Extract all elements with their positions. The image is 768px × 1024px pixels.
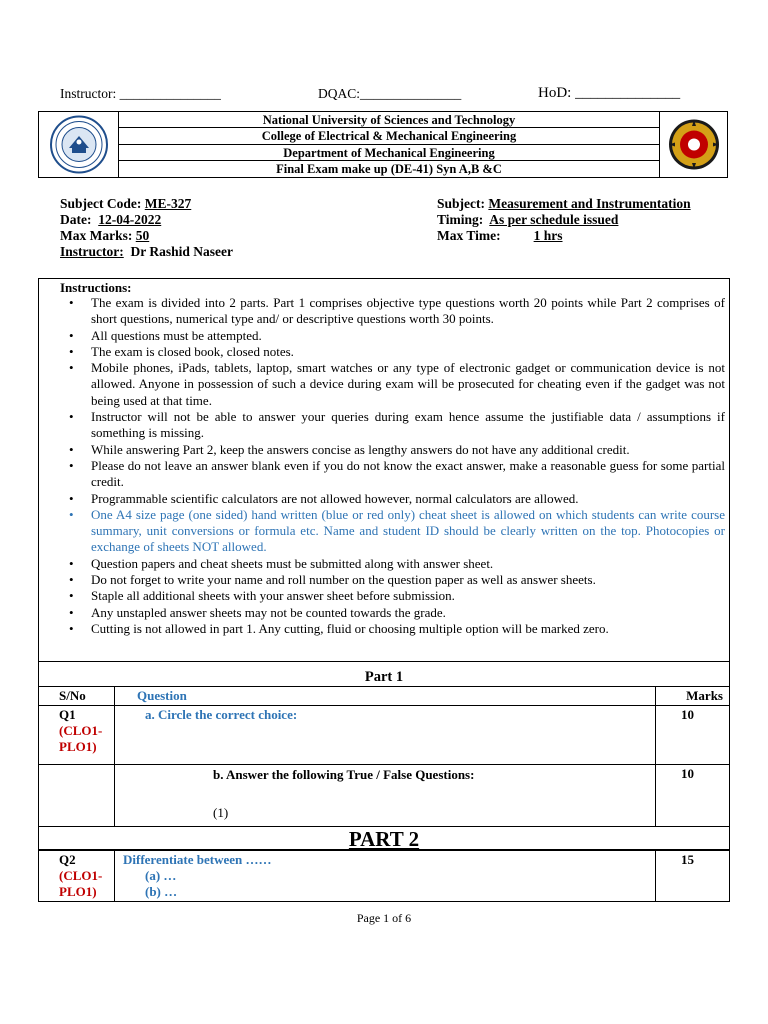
instruction-item: • Do not forget to write your name and roll number on the question paper as well as answer sheets. bbox=[59, 572, 725, 588]
part1-heading: Part 1 bbox=[38, 662, 730, 686]
q2-option-b: (b) … bbox=[144, 884, 178, 899]
q2-marks: 15 bbox=[656, 851, 730, 902]
part2-heading: PART 2 bbox=[38, 826, 730, 850]
department-name: Department of Mechanical Engineering bbox=[119, 145, 659, 161]
q1a-marks: 10 bbox=[656, 706, 730, 765]
q1-clo: (CLO1-PLO1) bbox=[59, 723, 103, 754]
instruction-item: • All questions must be attempted. bbox=[59, 328, 725, 344]
table-row-q2 bbox=[39, 851, 730, 902]
max-marks: Max Marks: 50 bbox=[60, 228, 150, 243]
q1a-text: a. Circle the correct choice: bbox=[114, 706, 655, 765]
instruction-item-cheat-sheet: • One A4 size page (one sided) hand written (blue or red only) cheat sheet is allowed on which students can write course summary, unit conversions or formula etc. Name and student ID should be clearly written on the top. Photocopies or exchange of sheets NOT allowed. bbox=[59, 507, 725, 556]
college-emblem-icon bbox=[660, 112, 728, 177]
header-marks: Marks bbox=[656, 687, 730, 706]
instruction-item: • Any unstapled answer sheets may not be counted towards the grade. bbox=[59, 605, 725, 621]
q2-text: Differentiate between …… bbox=[122, 852, 272, 867]
exam-name: Final Exam make up (DE-41) Syn A,B &C bbox=[276, 161, 502, 176]
q2-option-a: (a) … bbox=[144, 868, 177, 883]
instruction-item: • While answering Part 2, keep the answers concise as lengthy answers do not have any additional credit. bbox=[59, 442, 725, 458]
header-question: Question bbox=[114, 687, 655, 706]
header-sno: S/No bbox=[39, 687, 115, 706]
q1b-text: b. Answer the following True / False Questions: bbox=[212, 767, 475, 782]
instructor-name: Instructor: Dr Rashid Naseer bbox=[60, 244, 233, 259]
instruction-item: • Programmable scientific calculators are not allowed however, normal calculators are allowed. bbox=[59, 491, 725, 507]
max-time: Max Time: 1 hrs bbox=[437, 228, 563, 243]
q1-number-cell bbox=[39, 706, 115, 765]
exam-timing: Timing: As per schedule issued bbox=[437, 212, 619, 227]
part1-table bbox=[38, 686, 730, 827]
instructions-title: Instructions: bbox=[60, 280, 132, 295]
instructions-box bbox=[38, 278, 730, 662]
q1b-number-cell bbox=[39, 765, 115, 827]
subject-name: Subject: Measurement and Instrumentation bbox=[437, 196, 691, 211]
instruction-item: • Mobile phones, iPads, tablets, laptop, smart watches or any type of electronic gadget or communication device is not allowed. Anyone in possession of such a device during exam will be prosecuted for cheating even if the gadget was not being used at that time. bbox=[59, 360, 725, 409]
instruction-item: • Cutting is not allowed in part 1. Any cutting, fluid or choosing multiple option will be marked zero. bbox=[59, 621, 725, 637]
university-logo bbox=[39, 112, 119, 177]
q1b-cell bbox=[114, 765, 655, 827]
q2-number: Q2 bbox=[59, 852, 76, 867]
q2-cell bbox=[114, 851, 655, 902]
subject-code: Subject Code: ME-327 bbox=[60, 196, 192, 211]
q1b-item: (1) bbox=[212, 805, 229, 820]
header-titles bbox=[119, 112, 659, 177]
table-header-row bbox=[39, 687, 730, 706]
instruction-item: • Instructor will not be able to answer your queries during exam hence assume the justifiable data / assumptions if something is missing. bbox=[59, 409, 725, 442]
signature-line bbox=[60, 86, 720, 106]
q2-clo: (CLO1-PLO1) bbox=[59, 868, 103, 899]
q2-number-cell bbox=[39, 851, 115, 902]
dqac-signature: DQAC:_______________ bbox=[318, 86, 462, 101]
part2-table bbox=[38, 850, 730, 902]
instructions-list bbox=[59, 295, 725, 637]
hod-signature: HoD: ______________ bbox=[538, 85, 681, 101]
instruction-item: • The exam is closed book, closed notes. bbox=[59, 344, 725, 360]
q1-number: Q1 bbox=[59, 707, 76, 722]
exam-header bbox=[38, 111, 728, 178]
table-row-q1b bbox=[39, 765, 730, 827]
university-seal-icon bbox=[39, 112, 119, 177]
college-name: College of Electrical & Mechanical Engineering bbox=[119, 128, 659, 144]
instruction-item: • The exam is divided into 2 parts. Part 1 comprises objective type questions worth 20 points while Part 2 comprises of short questions, numerical type and/ or descriptive questions worth 30 points. bbox=[59, 295, 725, 328]
university-name: National University of Sciences and Technology bbox=[119, 112, 659, 128]
table-row-q1a bbox=[39, 706, 730, 765]
instruction-item: • Question papers and cheat sheets must be submitted along with answer sheet. bbox=[59, 556, 725, 572]
college-logo bbox=[659, 112, 727, 177]
instruction-item: • Please do not leave an answer blank even if you do not know the exact answer, make a reasonable guess for some partial credit. bbox=[59, 458, 725, 491]
instruction-item: • Staple all additional sheets with your answer sheet before submission. bbox=[59, 588, 725, 604]
q1b-marks: 10 bbox=[656, 765, 730, 827]
page-number: Page 1 of 6 bbox=[356, 911, 412, 925]
instructor-signature: Instructor: _______________ bbox=[60, 86, 221, 101]
exam-date: Date: 12-04-2022 bbox=[60, 212, 162, 227]
